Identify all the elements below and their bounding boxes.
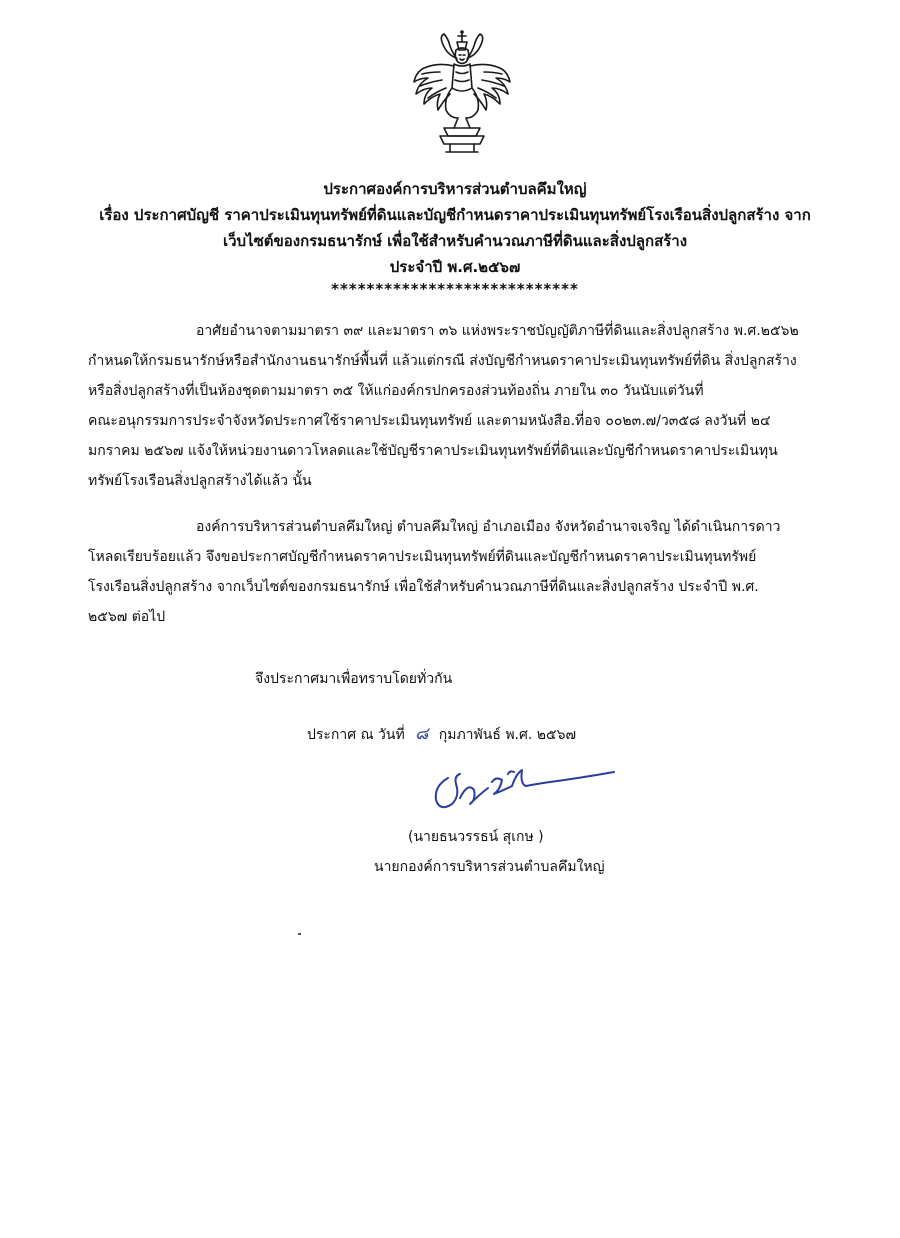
signer-title: นายกองค์การบริหารส่วนตำบลคึมใหญ่ xyxy=(374,859,605,875)
paragraph-2-line: ๒๕๖๗ ต่อไป xyxy=(88,609,166,625)
paragraph-2-line: โหลดเรียบร้อยแล้ว จึงขอประกาศบัญชีกำหนดราคาประเมินทุนทรัพย์ที่ดินและบัญชีกำหนดราคาประเมินทุนทรัพย์ xyxy=(88,549,757,565)
signer-name: (นายธนวรรธน์ สุเกษ ) xyxy=(408,829,544,845)
announcement-heading xyxy=(60,176,850,298)
paragraph-1-line: มกราคม ๒๕๖๗ แจ้งให้หน่วยงานดาวโหลดและใช้บัญชีราคาประเมินทุนทรัพย์ที่ดินและบัญชีกำหนดราคาประเมินทุน xyxy=(88,443,778,459)
paragraph-2 xyxy=(88,512,840,632)
paragraph-2-line: โรงเรือนสิ่งปลูกสร้าง จากเว็บไซต์ของกรมธนารักษ์ เพื่อใช้สำหรับคำนวณภาษีที่ดินและสิ่งปลูกสร้าง ประจำปี พ.ศ. xyxy=(88,579,759,595)
star-divider: **************************** xyxy=(331,280,579,298)
paragraph-1-line: กำหนดให้กรมธนารักษ์หรือสำนักงานธนารักษ์พื้นที่ แล้วแต่กรณี ส่งบัญชีกำหนดราคาประเมินทุนทรัพย์ที่ดิน สิ่งปลูกสร้าง xyxy=(88,353,797,369)
paragraph-1 xyxy=(88,316,840,496)
paragraph-1-line: หรือสิ่งปลูกสร้างที่เป็นห้องชุดตามมาตรา ๓๕ ให้แก่องค์กรปกครองส่วนท้องถิ่น ภายใน ๓๐ วันนับแต่วันที่ xyxy=(88,383,704,399)
announcement-date xyxy=(307,720,576,747)
garuda-emblem-icon xyxy=(410,28,514,158)
date-day-handwritten: ๘ xyxy=(415,724,429,744)
paragraph-1-line: อาศัยอำนาจตามมาตรา ๓๙ และมาตรา ๓๖ แห่งพระราชบัญญัติภาษีที่ดินและสิ่งปลูกสร้าง พ.ศ.๒๕๖๒ xyxy=(196,323,799,339)
paragraph-2-line: องค์การบริหารส่วนตำบลคึมใหญ่ ตำบลคึมใหญ่ อำเภอเมือง จังหวัดอำนาจเจริญ ได้ดำเนินการดาว xyxy=(196,519,781,535)
handwritten-signature xyxy=(430,760,620,820)
stray-mark xyxy=(298,933,301,935)
year-line: ประจำปี พ.ศ.๒๕๖๗ xyxy=(389,258,521,276)
date-suffix: กุมภาพันธ์ พ.ศ. ๒๕๖๗ xyxy=(438,727,577,743)
paragraph-1-line: ทรัพย์โรงเรือนสิ่งปลูกสร้างได้แล้ว นั้น xyxy=(88,473,312,489)
subject-line-1: เรื่อง ประกาศบัญชี ราคาประเมินทุนทรัพย์ที่ดินและบัญชีกำหนดราคาประเมินทุนทรัพย์โรงเรือนสิ่งปลูกสร้าง จาก xyxy=(99,206,811,224)
subject-line-2: เว็บไซต์ของกรมธนารักษ์ เพื่อใช้สำหรับคำนวณภาษีที่ดินและสิ่งปลูกสร้าง xyxy=(222,232,688,250)
date-prefix: ประกาศ ณ วันที่ xyxy=(307,727,405,743)
closing-statement: จึงประกาศมาเพื่อทราบโดยทั่วกัน xyxy=(255,671,453,687)
paragraph-1-line: คณะอนุกรรมการประจำจังหวัดประกาศใช้ราคาประเมินทุนทรัพย์ และตามหนังสือ.ที่อจ ๐๐๒๓.๗/ว๓๕๘ ลงวันที่ ๒๔ xyxy=(88,413,771,429)
org-title: ประกาศองค์การบริหารส่วนตำบลคึมใหญ่ xyxy=(323,180,587,198)
